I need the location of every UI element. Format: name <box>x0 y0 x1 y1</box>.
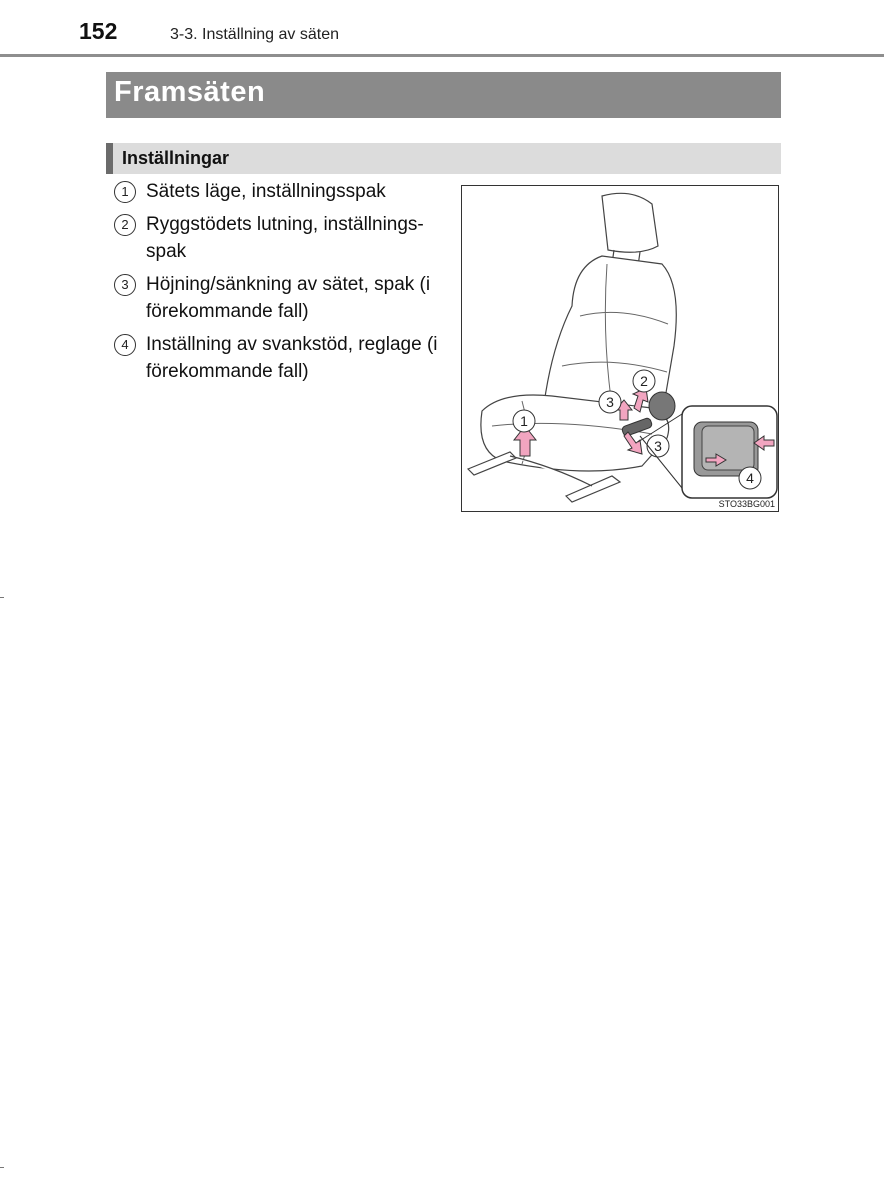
subheading: Inställningar <box>122 148 230 168</box>
list-item <box>114 271 449 325</box>
recline-knob <box>649 392 675 420</box>
item-number: 3 <box>114 274 136 296</box>
item-number: 4 <box>114 334 136 356</box>
callout-label: 3 <box>654 438 662 454</box>
seat-illustration <box>461 185 779 512</box>
title-bar <box>106 72 781 118</box>
callout-label: 3 <box>606 394 614 410</box>
callout-label: 2 <box>640 373 648 389</box>
list-item <box>114 331 449 385</box>
adjustment-list <box>114 178 449 391</box>
seat-drawing <box>462 186 780 513</box>
figure-code: STO33BG001 <box>718 499 775 509</box>
list-item <box>114 178 449 205</box>
item-text: Inställning av svankstöd, reglage (i förekommande fall) <box>146 334 438 382</box>
item-text: Sätets läge, inställningsspak <box>146 181 386 202</box>
page-number: 152 <box>79 18 118 44</box>
section-reference: 3-3. Inställning av säten <box>170 26 339 43</box>
subheading-bar <box>106 143 781 174</box>
item-number: 1 <box>114 181 136 203</box>
margin-tick <box>0 597 4 598</box>
callout-label: 4 <box>746 470 754 486</box>
margin-tick <box>0 1167 4 1168</box>
item-text: Höjning/sänkning av sätet, spak (i förekommande fall) <box>146 274 431 322</box>
headrest-shape <box>602 193 658 252</box>
lumbar-switch-face <box>702 426 754 470</box>
item-number: 2 <box>114 214 136 236</box>
page-title: Framsäten <box>114 76 266 108</box>
header-divider <box>0 54 884 57</box>
item-text: Ryggstödets lutning, inställnings-spak <box>146 214 424 262</box>
list-item <box>114 211 449 265</box>
callout-label: 1 <box>520 413 528 429</box>
